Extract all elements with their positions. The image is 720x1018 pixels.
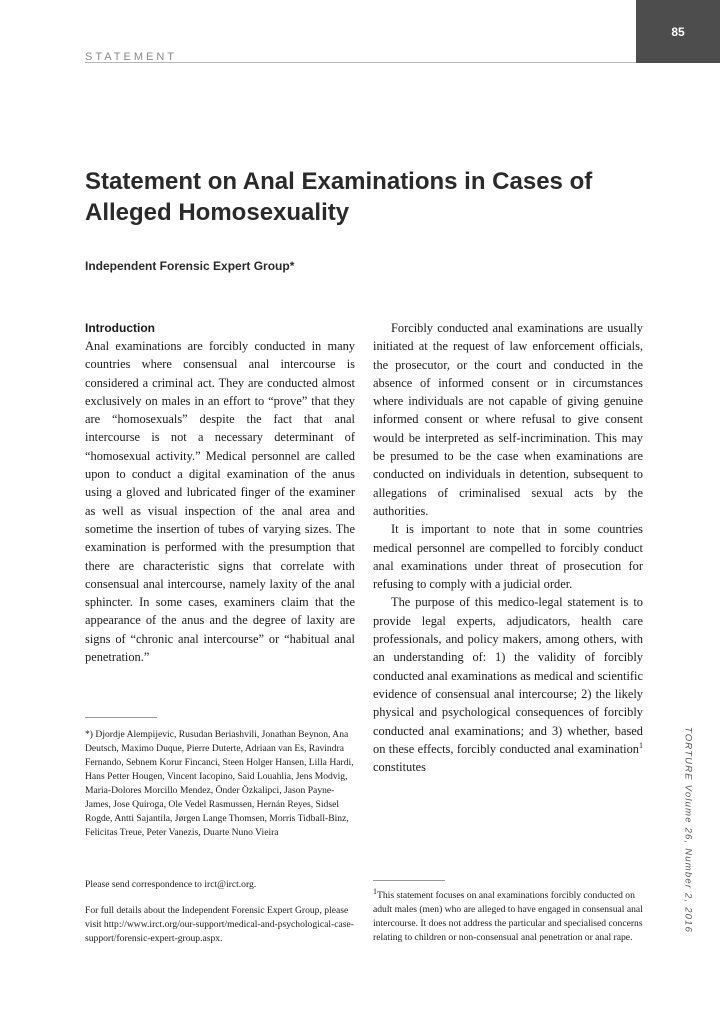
correspondence-note: [85, 878, 357, 892]
footnote-1-text: [373, 886, 643, 945]
author-line: Independent Forensic Expert Group*: [85, 259, 295, 273]
introduction-heading: Introduction: [85, 321, 155, 335]
journal-citation: TORTURE Volume 26, Number 2, 2016: [682, 726, 694, 934]
body-paragraph-4: [373, 593, 643, 776]
author-footnote: [85, 728, 357, 840]
footnote-1-marker: 1: [373, 886, 377, 896]
author-footnote-text: *) Djordje Alempijevic, Rusudan Beriashvili, Jonathan Beynon, Ana Deutsch, Maximo Duque, Pierre Duterte, Adriaan van Es, Ravindra Fernando, Sebnem Korur Fincanci, Steen Holger Hansen, Lilla Hardi, Hans Petter Hougen, Vincent Iacopino, Said Louahlia, Jens Modvig, Maria-Dolores Morcillo Mendez, Önder Özkalipci, Jason Payne-James, Jose Quiroga, Ole Vedel Rasmussen, Hernán Reyes, Sidsel Rogde, Antti Sajantila, Jørgen Lange Thomsen, Morris Tidball-Binz, Felicitas Treue, Peter Vanezis, Duarte Nuno Vieira: [85, 729, 354, 838]
right-column: [373, 319, 643, 776]
correspondence-text: Please send correspondence to irct@irct.org.: [85, 879, 257, 890]
article-title: Statement on Anal Examinations in Cases of Alleged Homosexuality: [85, 168, 593, 226]
footnote-rule-right: [373, 880, 445, 881]
body-paragraph-4-text: The purpose of this medico-legal statement is to provide legal experts, adjudicators, health care professionals, and policy makers, among others, with an understanding of: 1) the validity of forcibly conducted anal examinations as medical and scientific evidence of consensual anal intercourse; 2) the likely physical and psychological consequences of forcibly conducted anal examinations; and 3) whether, based on these effects, forcibly conducted anal examination: [373, 595, 643, 756]
page-number: 85: [671, 24, 685, 39]
group-details-text: For full details about the Independent Forensic Expert Group, please visit http://www.irct.org/our-support/medical-and-psychological-case-support/forensic-expert-group.aspx.: [85, 905, 354, 944]
footnote-rule-left: [85, 717, 157, 718]
body-paragraph-4-tail: constitutes: [373, 760, 426, 775]
page-number-box: [636, 0, 720, 63]
group-details-note: [85, 904, 357, 946]
body-paragraph-1: Anal examinations are forcibly conducted in many countries where consensual anal intercourse is considered a criminal act. They are conducted almost exclusively on males in an effort to “prove” that they are “homosexuals” despite the fact that anal intercourse is not a necessary determinant of “homosexual activity.” Medical personnel are called upon to conduct a digital examination of the anus using a gloved and lubricated finger of the examiner as well as visual inspection of the anal area and sometime the insertion of tubes of varying sizes. The examination is performed with the presumption that there are characteristic signs that correlate with consensual anal intercourse, namely laxity of the anal sphincter. In some cases, examiners claim that the appearance of the anus and the degree of laxity are signs of “chronic anal intercourse” or “habitual anal penetration.”: [85, 339, 355, 665]
footnote-1: [373, 886, 643, 945]
footnote-1-reference: 1: [639, 740, 643, 750]
section-label: STATEMENT: [85, 51, 177, 63]
body-paragraph-2: Forcibly conducted anal examinations are usually initiated at the request of law enforcement officials, the prosecutor, or the court and conducted in the absence of informed consent or in circumstances where individuals are not capable of giving genuine informed consent or where refusal to give consent would be interpreted as self-incrimination. This may be presumed to be the case when examinations are conducted on individuals in detention, subsequent to allegations of criminalised sexual acts by the authorities.: [373, 321, 643, 518]
left-column: [85, 319, 355, 666]
footnote-1-body: This statement focuses on anal examinations forcibly conducted on adult males (men) who are alleged to have engaged in consensual anal intercourse. It does not address the particular and specialised concerns relating to children or non-consensual anal penetration or anal rape.: [373, 890, 643, 943]
header-rule: [85, 62, 636, 63]
body-paragraph-3: It is important to note that in some countries medical personnel are compelled to forcibly conduct anal examinations under threat of prosecution for refusing to comply with a judicial order.: [373, 522, 643, 592]
